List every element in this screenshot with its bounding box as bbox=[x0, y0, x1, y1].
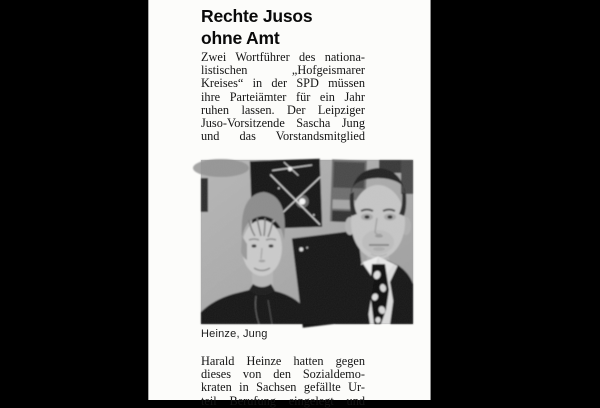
article-paragraph-1 bbox=[201, 51, 365, 143]
photo-grain-overlay bbox=[201, 160, 413, 324]
article-line: Harald Heinze hatten gegen bbox=[201, 354, 365, 368]
article-line: Kreises“ in der SPD müssen bbox=[201, 76, 365, 91]
article-line: und das Vorstandsmitglied bbox=[201, 129, 365, 144]
article-headline bbox=[201, 5, 411, 49]
headline-line-1: Rechte Jusos bbox=[201, 6, 313, 26]
article-line: Zwei Wortführer des nationa- bbox=[201, 50, 365, 64]
article-line: ihre Parteiämter für ein Jahr bbox=[201, 89, 365, 104]
newspaper-clipping-page bbox=[148, 0, 431, 408]
article-line: teil Berufung eingelegt und bbox=[201, 393, 365, 408]
article-line: listischen „Hofgeismarer bbox=[201, 63, 365, 78]
article-line: dieses von den Sozialdemo- bbox=[201, 367, 365, 382]
article-line: ruhen lassen. Der Leipziger bbox=[201, 102, 365, 117]
article-line: kraten in Sachsen gefällte Ur- bbox=[201, 380, 365, 395]
article-paragraph-2 bbox=[201, 355, 365, 408]
article-line: Juso-Vorsitzende Sascha Jung bbox=[201, 115, 365, 130]
photo-illustration bbox=[201, 160, 413, 324]
article-photo bbox=[201, 160, 413, 324]
photo-caption: Heinze, Jung bbox=[201, 328, 268, 340]
headline-line-2: ohne Amt bbox=[201, 28, 280, 48]
